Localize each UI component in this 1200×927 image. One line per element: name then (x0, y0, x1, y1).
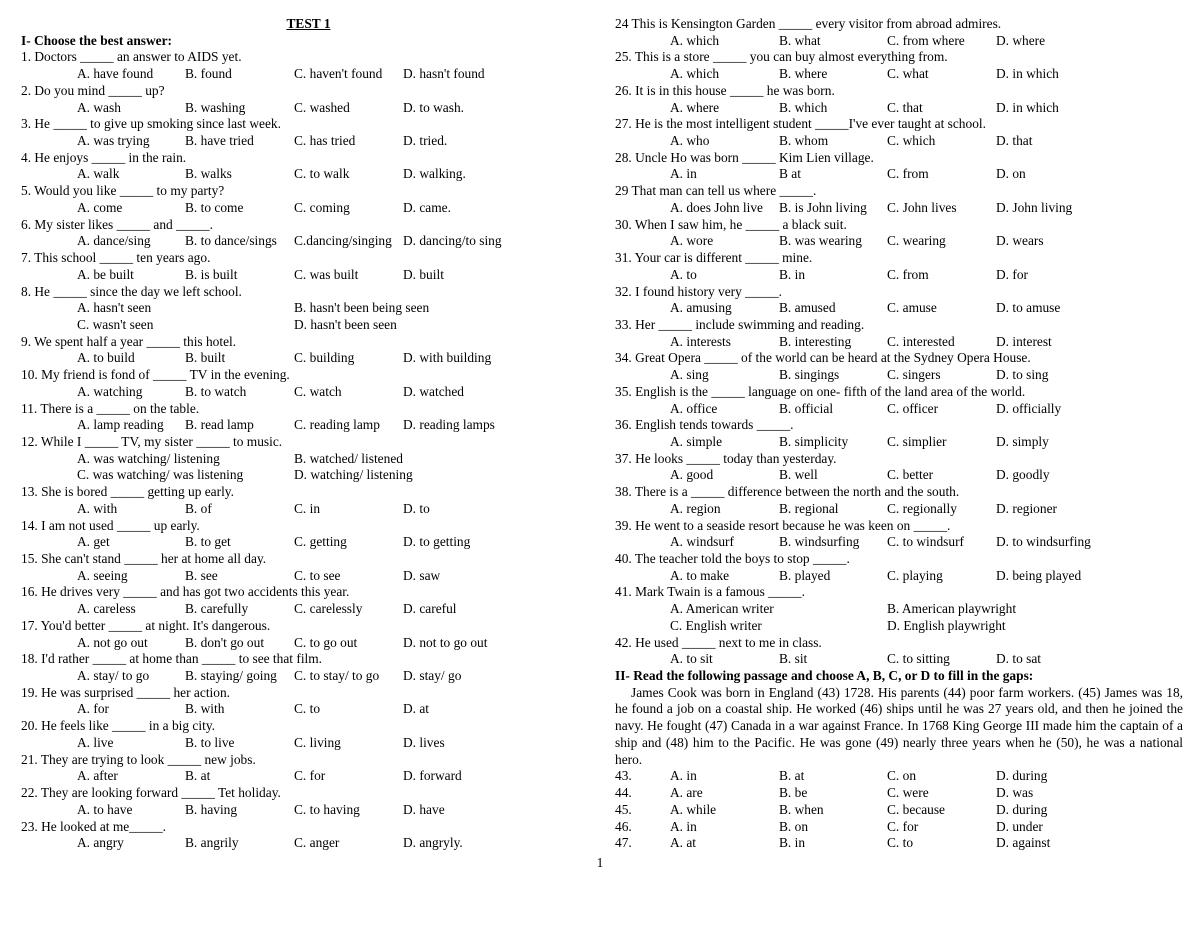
answer-option[interactable]: D. dancing/to sing (403, 233, 502, 249)
question-stem: 2. Do you mind _____ up? (21, 82, 165, 98)
answer-option[interactable]: D. to windsurfing (996, 534, 1091, 550)
question-stem: 22. They are looking forward _____ Tet holiday. (21, 785, 281, 801)
option-row (615, 66, 1183, 83)
option-row (615, 100, 1183, 117)
question-stem: 42. He used _____ next to me in class. (615, 634, 822, 650)
answer-option[interactable]: B. in (779, 266, 806, 282)
answer-option[interactable]: B. what (779, 32, 821, 48)
answer-option[interactable]: A. have found (77, 66, 154, 82)
question-stem: 41. Mark Twain is a famous _____. (615, 584, 805, 600)
answer-option[interactable]: B. read lamp (185, 417, 254, 433)
answer-option[interactable]: B. at (779, 768, 805, 784)
option-row (615, 601, 1183, 618)
answer-option[interactable]: B. to get (185, 534, 231, 550)
option-row (21, 635, 596, 652)
answer-option[interactable]: C. in (294, 500, 321, 516)
question-stem: 10. My friend is fond of _____ TV in the evening. (21, 367, 290, 383)
answer-option[interactable]: B. angrily (185, 835, 239, 851)
option-row (615, 133, 1183, 150)
option-row (21, 66, 596, 83)
answer-option[interactable]: C. to go out (294, 634, 358, 650)
answer-option[interactable]: D. at (403, 701, 430, 717)
option-row (21, 133, 596, 150)
option-row (21, 802, 596, 819)
answer-option[interactable]: D. for (996, 266, 1028, 282)
right-column (615, 16, 1183, 852)
gap-row (615, 768, 1183, 785)
answer-option[interactable]: A. was watching/ listening (77, 450, 220, 466)
answer-option[interactable]: C. were (887, 785, 929, 801)
question-stem: 7. This school _____ ten years ago. (21, 250, 211, 266)
option-row (21, 668, 596, 685)
option-row (615, 534, 1183, 551)
question-stem: 30. When I saw him, he _____ a black suit. (615, 216, 847, 232)
question-stem: 18. I'd rather _____ at home than _____ to see that film. (21, 651, 323, 667)
answer-option[interactable]: B. of (185, 500, 212, 516)
answer-option[interactable]: B. be (779, 785, 808, 801)
answer-option[interactable]: A. to (670, 266, 697, 282)
gap-row (615, 785, 1183, 802)
answer-option[interactable]: C. anger (294, 835, 340, 851)
answer-option[interactable]: D. not to go out (403, 634, 488, 650)
answer-option[interactable]: A. was trying (77, 133, 150, 149)
answer-option[interactable]: B. simplicity (779, 433, 849, 449)
answer-option[interactable]: D. forward (403, 768, 462, 784)
answer-option[interactable]: A. come (77, 199, 123, 215)
option-row (21, 835, 596, 852)
answer-option[interactable]: A. to have (77, 801, 133, 817)
answer-option[interactable]: A. which (670, 66, 720, 82)
answer-option[interactable]: D. interest (996, 333, 1052, 349)
answer-option[interactable]: D. built (403, 266, 444, 282)
answer-option[interactable]: D. wears (996, 233, 1044, 249)
option-row (21, 534, 596, 551)
question-stem: 15. She can't stand _____ her at home all day. (21, 551, 267, 566)
answer-option[interactable]: D. to amuse (996, 300, 1061, 316)
answer-option[interactable]: A. are (670, 785, 703, 801)
answer-option[interactable]: D. lives (403, 734, 445, 750)
answer-option[interactable]: D. during (996, 768, 1048, 784)
answer-option[interactable]: C. on (887, 768, 917, 784)
answer-option[interactable]: A. American writer (670, 601, 774, 617)
answer-option[interactable]: C. reading lamp (294, 417, 380, 433)
question-stem: 40. The teacher told the boys to stop _____. (615, 551, 850, 566)
option-row (21, 501, 596, 518)
answer-option[interactable]: D. English playwright (887, 617, 1006, 633)
answer-option[interactable]: D. against (996, 835, 1051, 851)
answer-option[interactable]: B at (779, 166, 801, 182)
option-row (21, 701, 596, 718)
option-row (21, 601, 596, 618)
gap-number: 44. (615, 785, 632, 801)
question-stem: 21. They are trying to look _____ new jobs. (21, 751, 256, 767)
question-stem: 38. There is a _____ difference between the north and the south. (615, 484, 960, 500)
answer-option[interactable]: A. amusing (670, 300, 732, 316)
answer-option[interactable]: C. playing (887, 567, 943, 583)
answer-option[interactable]: B. was wearing (779, 233, 862, 249)
answer-option[interactable]: B. is John living (779, 199, 867, 215)
answer-option[interactable]: D. angryly. (403, 835, 463, 851)
answer-option[interactable]: A. lamp reading (77, 417, 164, 433)
answer-option[interactable]: C.dancing/singing (294, 233, 392, 249)
option-row (615, 200, 1183, 217)
answer-option[interactable]: B. watched/ listened (294, 450, 403, 466)
answer-option[interactable]: C. English writer (670, 617, 762, 633)
answer-option[interactable]: B. walks (185, 166, 232, 182)
answer-option[interactable]: B. hasn't been being seen (294, 300, 430, 316)
option-row (21, 350, 596, 367)
question-stem: 3. He _____ to give up smoking since last week. (21, 116, 281, 132)
section-2-heading: II- Read the following passage and choose A, B, C, or D to fill in the gaps: (615, 668, 1034, 684)
answer-option[interactable]: D. careful (403, 601, 457, 617)
answer-option[interactable]: B. interesting (779, 333, 852, 349)
question-stem: 31. Your car is different _____ mine. (615, 250, 813, 266)
answer-option[interactable]: A. in (670, 166, 697, 182)
option-row (21, 451, 596, 468)
answer-option[interactable]: C. getting (294, 534, 347, 550)
answer-option[interactable]: C. from (887, 266, 929, 282)
answer-option[interactable]: D. with building (403, 350, 492, 366)
answer-option[interactable]: C. for (887, 818, 919, 834)
answer-option[interactable]: C. regionally (887, 500, 957, 516)
question-stem: 17. You'd better _____ at night. It's dangerous. (21, 617, 271, 633)
option-row (615, 434, 1183, 451)
answer-option[interactable]: A. be built (77, 266, 134, 282)
answer-option[interactable]: A. not go out (77, 634, 148, 650)
answer-option[interactable]: A. windsurf (670, 534, 734, 550)
option-row (21, 467, 596, 484)
gap-row (615, 819, 1183, 836)
right-question-list (615, 16, 1183, 668)
answer-option[interactable]: C. better (887, 467, 934, 483)
answer-option[interactable]: C. from where (887, 32, 965, 48)
option-row (21, 568, 596, 585)
answer-option[interactable]: D. to sat (996, 651, 1042, 667)
answer-option[interactable]: C. simplier (887, 433, 947, 449)
question-stem: 34. Great Opera _____ of the world can be heard at the Sydney Opera House. (615, 350, 1031, 366)
answer-option[interactable]: C. to sitting (887, 651, 950, 667)
option-row (21, 317, 596, 334)
answer-option[interactable]: C. watch (294, 383, 342, 399)
test-title: TEST 1 (286, 16, 331, 31)
answer-option[interactable]: C. to see (294, 567, 341, 583)
option-row (615, 618, 1183, 635)
answer-option[interactable]: C. because (887, 801, 946, 817)
answer-option[interactable]: B. regional (779, 500, 839, 516)
answer-option[interactable]: B. amused (779, 300, 836, 316)
question-stem: 29 That man can tell us where _____. (615, 183, 817, 199)
answer-option[interactable]: D. tried. (403, 133, 448, 149)
answer-option[interactable]: B. sit (779, 651, 808, 667)
answer-option[interactable]: A. interests (670, 333, 731, 349)
answer-option[interactable]: A. good (670, 467, 714, 483)
answer-option[interactable]: C. to walk (294, 166, 350, 182)
answer-option[interactable]: C. haven't found (294, 66, 383, 82)
answer-option[interactable]: B. on (779, 818, 809, 834)
answer-option[interactable]: D. came. (403, 199, 451, 215)
answer-option[interactable]: D. during (996, 801, 1048, 817)
answer-option[interactable]: A. region (670, 500, 721, 516)
gap-row (615, 802, 1183, 819)
answer-option[interactable]: D. have (403, 801, 445, 817)
option-row (615, 367, 1183, 384)
answer-option[interactable]: A. does John live (670, 199, 763, 215)
answer-option[interactable]: C. which (887, 133, 936, 149)
answer-option[interactable]: D. in which (996, 99, 1059, 115)
answer-option[interactable]: A. office (670, 400, 718, 416)
answer-option[interactable]: D. regioner (996, 500, 1057, 516)
answer-option[interactable]: B. windsurfing (779, 534, 860, 550)
option-row (615, 651, 1183, 668)
question-stem: 35. English is the _____ language on one- fifth of the land area of the world. (615, 383, 1026, 399)
answer-option[interactable]: B. staying/ going (185, 668, 277, 684)
answer-option[interactable]: D. officially (996, 400, 1062, 416)
answer-option[interactable]: B. built (185, 350, 226, 366)
answer-option[interactable]: D. saw (403, 567, 441, 583)
answer-option[interactable]: C. coming (294, 199, 350, 215)
answer-option[interactable]: C. living (294, 734, 341, 750)
question-stem: 37. He looks _____ today than yesterday. (615, 450, 837, 466)
question-stem: 19. He was surprised _____ her action. (21, 684, 230, 700)
answer-option[interactable]: B. at (185, 768, 211, 784)
answer-option[interactable]: C. interested (887, 333, 955, 349)
answer-option[interactable]: A. walk (77, 166, 120, 182)
question-stem: 12. While I _____ TV, my sister _____ to music. (21, 433, 283, 449)
answer-option[interactable]: A. who (670, 133, 710, 149)
question-stem: 20. He feels like _____ in a big city. (21, 718, 215, 734)
answer-option[interactable]: B. whom (779, 133, 829, 149)
option-row (615, 300, 1183, 317)
answer-option[interactable]: D. hasn't found (403, 66, 485, 82)
answer-option[interactable]: A. angry (77, 835, 124, 851)
question-stem: 24 This is Kensington Garden _____ every visitor from abroad admires. (615, 16, 1002, 31)
answer-option[interactable]: A. at (670, 835, 697, 851)
answer-option[interactable]: A. seeing (77, 567, 128, 583)
answer-option[interactable]: A. careless (77, 601, 136, 617)
answer-option[interactable]: B. American playwright (887, 601, 1017, 617)
answer-option[interactable]: B. to dance/sings (185, 233, 277, 249)
option-row (615, 501, 1183, 518)
answer-option[interactable]: B. with (185, 701, 225, 717)
answer-option[interactable]: D. where (996, 32, 1046, 48)
answer-option[interactable]: A. wore (670, 233, 714, 249)
option-row (615, 33, 1183, 50)
question-stem: 13. She is bored _____ getting up early. (21, 484, 234, 500)
answer-option[interactable]: C. to stay/ to go (294, 668, 380, 684)
answer-option[interactable]: C. officer (887, 400, 939, 416)
question-stem: 36. English tends towards _____. (615, 417, 794, 433)
option-row (615, 166, 1183, 183)
answer-option[interactable]: C. carelessly (294, 601, 363, 617)
answer-option[interactable]: C. that (887, 99, 923, 115)
answer-option[interactable]: A. while (670, 801, 717, 817)
question-stem: 9. We spent half a year _____ this hotel. (21, 333, 237, 349)
answer-option[interactable]: B. see (185, 567, 218, 583)
answer-option[interactable]: A. to sit (670, 651, 713, 667)
question-stem: 26. It is in this house _____ he was born. (615, 82, 835, 98)
answer-option[interactable]: A. live (77, 734, 114, 750)
answer-option[interactable]: B. which (779, 99, 828, 115)
question-stem: 16. He drives very _____ and has got two accidents this year. (21, 584, 350, 600)
question-stem: 27. He is the most intelligent student _____I've ever taught at school. (615, 116, 986, 132)
page-number: 1 (596, 855, 604, 870)
answer-option[interactable]: D. that (996, 133, 1033, 149)
option-row (615, 568, 1183, 585)
answer-option[interactable]: D. being played (996, 567, 1082, 583)
question-stem: 28. Uncle Ho was born _____ Kim Lien village. (615, 149, 874, 165)
answer-option[interactable]: D. reading lamps (403, 417, 495, 433)
answer-option[interactable]: B. to come (185, 199, 244, 215)
question-stem: 39. He went to a seaside resort because he was keen on _____. (615, 517, 951, 533)
section-1-heading: I- Choose the best answer: (21, 32, 173, 48)
answer-option[interactable]: D. on (996, 166, 1026, 182)
answer-option[interactable]: A. for (77, 701, 109, 717)
answer-option[interactable]: A. dance/sing (77, 233, 151, 249)
option-row (21, 200, 596, 217)
option-row (21, 100, 596, 117)
answer-option[interactable]: D. goodly (996, 467, 1050, 483)
answer-option[interactable]: B. carefully (185, 601, 249, 617)
answer-option[interactable]: B. where (779, 66, 828, 82)
question-stem: 4. He enjoys _____ in the rain. (21, 149, 187, 165)
question-stem: 1. Doctors _____ an answer to AIDS yet. (21, 49, 242, 65)
option-row (21, 768, 596, 785)
option-row (615, 233, 1183, 250)
answer-option[interactable]: B. is built (185, 266, 238, 282)
answer-option[interactable]: C. to windsurf (887, 534, 964, 550)
gap-number: 43. (615, 768, 632, 784)
answer-option[interactable]: A. in (670, 818, 697, 834)
answer-option[interactable]: B. to watch (185, 383, 247, 399)
answer-option[interactable]: C. was watching/ was listening (77, 467, 244, 483)
option-row (615, 401, 1183, 418)
answer-option[interactable]: A. where (670, 99, 720, 115)
answer-option[interactable]: B. played (779, 567, 831, 583)
answer-option[interactable]: C. washed (294, 99, 350, 115)
option-row (21, 166, 596, 183)
answer-option[interactable]: D. simply (996, 433, 1049, 449)
answer-option[interactable]: D. walking. (403, 166, 466, 182)
option-row (21, 735, 596, 752)
answer-option[interactable]: A. get (77, 534, 110, 550)
answer-option[interactable]: C. wasn't seen (77, 316, 154, 332)
option-row (21, 233, 596, 250)
question-stem: 32. I found history very _____. (615, 283, 782, 299)
gap-number: 46. (615, 818, 632, 834)
question-stem: 8. He _____ since the day we left school. (21, 283, 242, 299)
answer-option[interactable]: C. has tried (294, 133, 356, 149)
answer-option[interactable]: A. with (77, 500, 118, 516)
answer-option[interactable]: A. in (670, 768, 697, 784)
gap-number: 47. (615, 835, 632, 851)
answer-option[interactable]: A. hasn't seen (77, 300, 152, 316)
option-row (21, 417, 596, 434)
answer-option[interactable]: A. wash (77, 99, 121, 115)
gap-number: 45. (615, 801, 632, 817)
option-row (21, 300, 596, 317)
answer-option[interactable]: C. amuse (887, 300, 937, 316)
answer-option[interactable]: B. singings (779, 367, 840, 383)
answer-option[interactable]: D. to getting (403, 534, 471, 550)
answer-option[interactable]: B. well (779, 467, 818, 483)
answer-option[interactable]: A. sing (670, 367, 709, 383)
answer-option[interactable]: D. John living (996, 199, 1073, 215)
answer-option[interactable]: C. singers (887, 367, 941, 383)
gap-row (615, 835, 1183, 852)
answer-option[interactable]: A. to make (670, 567, 730, 583)
question-stem: 23. He looked at me_____. (21, 818, 167, 834)
answer-option[interactable]: B. official (779, 400, 834, 416)
answer-option[interactable]: B. having (185, 801, 238, 817)
answer-option[interactable]: D. stay/ go (403, 668, 462, 684)
answer-option[interactable]: B. to live (185, 734, 235, 750)
answer-option[interactable]: A. to build (77, 350, 135, 366)
question-stem: 14. I am not used _____ up early. (21, 517, 200, 533)
answer-option[interactable]: A. watching (77, 383, 143, 399)
gap-option-list (615, 768, 1183, 852)
answer-option[interactable]: A. after (77, 768, 118, 784)
option-row (615, 267, 1183, 284)
question-stem: 33. Her _____ include swimming and reading. (615, 316, 865, 332)
passage-paragraph: James Cook was born in England (43) 1728. His parents (44) poor farm workers. (45) James was 18, he found a job on a coastal ship. He worked (46) ships until he was 27 years old, and then he joined the navy. He fought (47) Canada in a war against France. In 1768 King George III made him the captain of a ship and (48) him to the Pacific. He was gone (49) nearly three years when he (50), he was a national hero. (615, 684, 1183, 767)
option-row (21, 267, 596, 284)
answer-option[interactable]: C. John lives (887, 199, 957, 215)
answer-option[interactable]: B. in (779, 835, 806, 851)
answer-option[interactable]: D. to (403, 500, 430, 516)
answer-option[interactable]: B. have tried (185, 133, 254, 149)
answer-option[interactable]: D. was (996, 785, 1034, 801)
question-stem: 6. My sister likes _____ and _____. (21, 216, 213, 232)
answer-option[interactable]: B. found (185, 66, 232, 82)
left-column (21, 16, 596, 852)
left-question-list (21, 49, 596, 852)
answer-option[interactable]: C. what (887, 66, 929, 82)
question-stem: 11. There is a _____ on the table. (21, 400, 200, 416)
option-row (615, 334, 1183, 351)
answer-option[interactable]: C. to having (294, 801, 360, 817)
answer-option[interactable]: D. under (996, 818, 1043, 834)
answer-option[interactable]: A. simple (670, 433, 723, 449)
question-stem: 5. Would you like _____ to my party? (21, 183, 225, 199)
answer-option[interactable]: D. hasn't been seen (294, 316, 397, 332)
option-row (615, 467, 1183, 484)
answer-option[interactable]: A. stay/ to go (77, 668, 150, 684)
reading-passage (615, 685, 1183, 769)
answer-option[interactable]: D. watched (403, 383, 464, 399)
answer-option[interactable]: B. when (779, 801, 824, 817)
question-stem: 25. This is a store _____ you can buy almost everything from. (615, 49, 948, 65)
answer-option[interactable]: D. watching/ listening (294, 467, 413, 483)
answer-option[interactable]: C. from (887, 166, 929, 182)
answer-option[interactable]: C. building (294, 350, 355, 366)
answer-option[interactable]: B. washing (185, 99, 246, 115)
answer-option[interactable]: C. to (294, 701, 321, 717)
answer-option[interactable]: C. for (294, 768, 326, 784)
option-row (21, 384, 596, 401)
answer-option[interactable]: A. which (670, 32, 720, 48)
answer-option[interactable]: C. wearing (887, 233, 946, 249)
answer-option[interactable]: D. to wash. (403, 99, 464, 115)
answer-option[interactable]: B. don't go out (185, 634, 265, 650)
answer-option[interactable]: D. in which (996, 66, 1059, 82)
answer-option[interactable]: D. to sing (996, 367, 1049, 383)
answer-option[interactable]: C. was built (294, 266, 359, 282)
answer-option[interactable]: C. to (887, 835, 914, 851)
